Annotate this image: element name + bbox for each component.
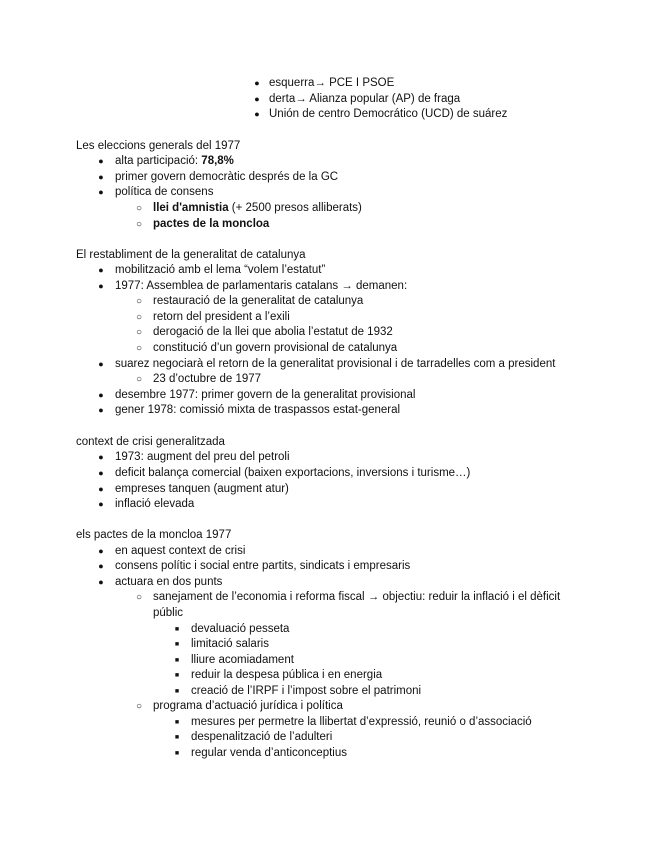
list-item: esquerra→ PCE I PSOE — [269, 77, 395, 89]
square-bullet-icon: ■ — [174, 657, 180, 664]
list-item: sanejament de l’economia i reforma fiscal → objectiu: reduir la inflació i el dèficit — [153, 591, 561, 603]
bullet-icon: ● — [98, 156, 104, 166]
list-item: suarez negociarà el retorn de la generalitat provisional i de tarradelles com a president — [115, 358, 556, 370]
square-bullet-icon: ■ — [174, 750, 180, 757]
list-item: 1977: Assemblea de parlamentaris catalans → demanen: — [115, 280, 408, 292]
list-item: limitació salaris — [191, 638, 269, 650]
list-item: 23 d’octubre de 1977 — [153, 373, 262, 385]
circle-bullet-icon: ○ — [135, 312, 143, 323]
list-item: Unión de centro Democrático (UCD) de suárez — [269, 108, 508, 120]
square-bullet-icon: ■ — [174, 626, 180, 633]
bullet-icon: ● — [98, 484, 104, 494]
list-item: retorn del president a l’exili — [153, 311, 290, 323]
bullet-icon: ● — [98, 281, 104, 291]
list-item: política de consens — [115, 186, 214, 198]
list-item: derogació de la llei que abolia l’estatut de 1932 — [153, 326, 393, 338]
list-item: regular venda d’anticonceptius — [191, 747, 347, 759]
circle-bullet-icon: ○ — [135, 327, 143, 338]
circle-bullet-icon: ○ — [135, 219, 143, 230]
bullet-icon: ● — [98, 265, 104, 275]
list-item: consens polític i social entre partits, sindicats i empresaris — [115, 560, 411, 572]
circle-bullet-icon: ○ — [135, 701, 143, 712]
list-item: empreses tanquen (augment atur) — [115, 483, 289, 495]
list-item: derta→ Alianza popular (AP) de fraga — [269, 93, 461, 105]
section-heading-generalitat: El restabliment de la generalitat de catalunya — [76, 249, 306, 261]
section-heading-eleccions: Les eleccions generals del 1977 — [76, 140, 241, 152]
list-item: mesures per permetre la llibertat d’expressió, reunió o d’associació — [191, 716, 532, 728]
bullet-icon: ● — [254, 109, 260, 119]
list-item: actuara en dos punts — [115, 576, 223, 588]
circle-bullet-icon: ○ — [135, 203, 143, 214]
bullet-icon: ● — [254, 94, 260, 104]
list-item: deficit balança comercial (baixen exportacions, inversions i turisme…) — [115, 467, 471, 479]
circle-bullet-icon: ○ — [135, 592, 143, 603]
list-item: despenalització de l’adulteri — [191, 731, 333, 743]
bullet-icon: ● — [98, 452, 104, 462]
list-item-continuation: públic — [153, 607, 184, 619]
list-item: alta participació: 78,8% — [115, 155, 234, 167]
circle-bullet-icon: ○ — [135, 374, 143, 385]
bullet-icon: ● — [98, 468, 104, 478]
list-item: primer govern democràtic després de la GC — [115, 171, 339, 183]
list-item: mobilització amb el lema “volem l’estatut” — [115, 264, 326, 276]
circle-bullet-icon: ○ — [135, 296, 143, 307]
list-item: desembre 1977: primer govern de la generalitat provisional — [115, 389, 416, 401]
bullet-icon: ● — [98, 390, 104, 400]
list-item: gener 1978: comissió mixta de traspassos estat-general — [115, 404, 401, 416]
bullet-icon: ● — [98, 577, 104, 587]
list-item: programa d’actuació jurídica i política — [153, 700, 343, 712]
bullet-icon: ● — [254, 78, 260, 88]
bullet-icon: ● — [98, 561, 104, 571]
bullet-icon: ● — [98, 546, 104, 556]
list-item: constitució d’un govern provisional de catalunya — [153, 342, 398, 354]
list-item: 1973: augment del preu del petroli — [115, 451, 290, 463]
section-heading-crisi: context de crisi generalitzada — [76, 436, 225, 448]
list-item: restauració de la generalitat de catalunya — [153, 295, 364, 307]
list-item: devaluació pesseta — [191, 623, 290, 635]
list-item: creació de l’IRPF i l’impost sobre el patrimoni — [191, 685, 422, 697]
square-bullet-icon: ■ — [174, 672, 180, 679]
bullet-icon: ● — [98, 187, 104, 197]
list-item: lliure acomiadament — [191, 654, 294, 666]
circle-bullet-icon: ○ — [135, 343, 143, 354]
list-item: llei d'amnistia (+ 2500 presos alliberats) — [153, 202, 362, 214]
section-heading-pactes: els pactes de la moncloa 1977 — [76, 529, 232, 541]
bullet-icon: ● — [98, 405, 104, 415]
list-item: reduir la despesa pública i en energia — [191, 669, 383, 681]
list-item: en aquest context de crisi — [115, 545, 246, 557]
bullet-icon: ● — [98, 499, 104, 509]
list-item: inflació elevada — [115, 498, 195, 510]
bullet-icon: ● — [98, 359, 104, 369]
square-bullet-icon: ■ — [174, 688, 180, 695]
square-bullet-icon: ■ — [174, 734, 180, 741]
list-item: pactes de la moncloa — [153, 218, 270, 230]
square-bullet-icon: ■ — [174, 641, 180, 648]
square-bullet-icon: ■ — [174, 719, 180, 726]
bullet-icon: ● — [98, 172, 104, 182]
